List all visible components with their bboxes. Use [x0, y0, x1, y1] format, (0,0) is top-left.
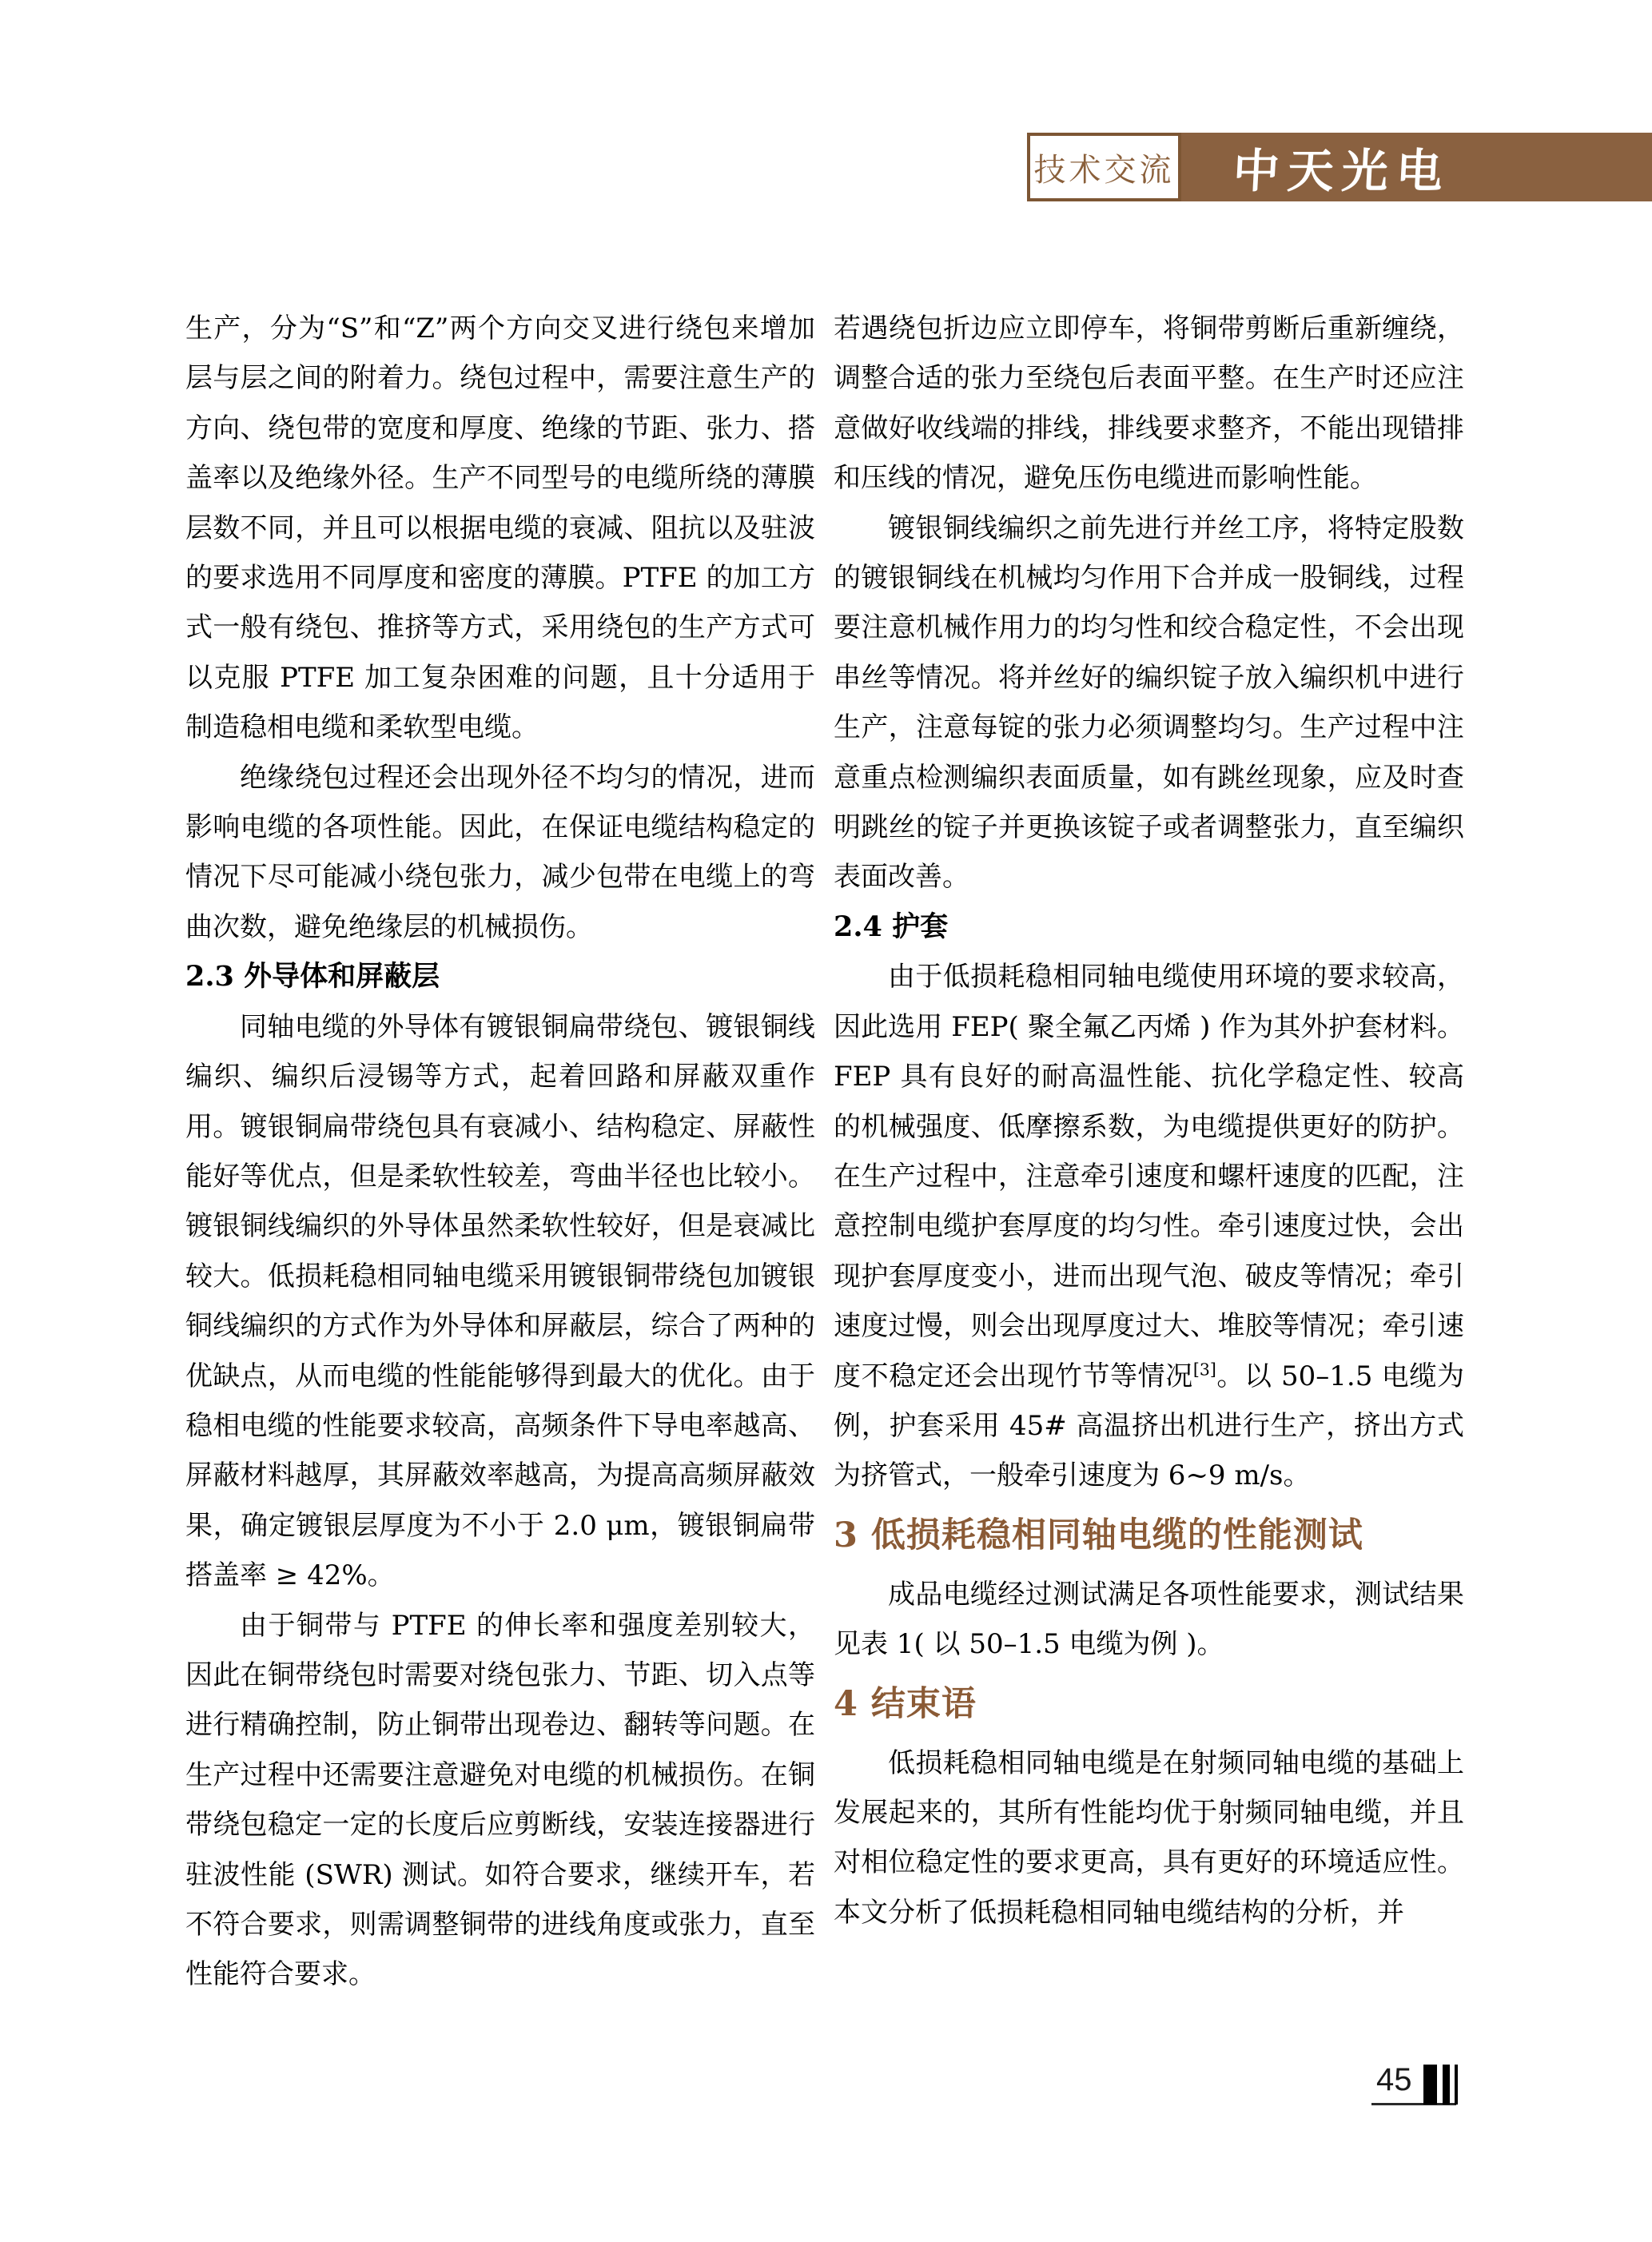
subsection-heading: 2.3 外导体和屏蔽层	[185, 960, 440, 994]
header-band	[1027, 133, 1652, 201]
brand-logo: 中天光电	[1231, 144, 1452, 198]
paragraph: 生产，分为“S”和“Z”两个方向交叉进行绕包来增加层与层之间的附着力。绕包过程中，需要注意生产的方向、绕包带的宽度和厚度、绝缘的节距、张力、搭盖率以及绝缘外径。生产不同型号的电缆所绕的薄膜层数不同，并且可以根据电缆的衰减、阻抗以及驻波的要求选用不同厚度和密度的薄膜。PTFE 的加工方式一般有绕包、推挤等方式，采用绕包的生产方式可以克服 PTFE 加工复杂困难的问题，且十分适用于制造稳相电缆和柔软型电缆。	[185, 313, 815, 744]
paragraph: 低损耗稳相同轴电缆是在射频同轴电缆的基础上发展起来的，其所有性能均优于射频同轴电缆，并且对相位稳定性的要求更高，具有更好的环境适应性。本文分析了低损耗稳相同轴电缆结构的分析，并	[834, 1746, 1464, 1929]
paragraph: 镀银铜线编织之前先进行并丝工序，将特定股数的镀银铜线在机械均匀作用下合并成一股铜线，过程要注意机械作用力的均匀性和绞合稳定性，不会出现串丝等情况。将并丝好的编织锭子放入编织机中进行生产，注意每锭的张力必须调整均匀。生产过程中注意重点检测编织表面质量，如有跳丝现象，应及时查明跳丝的锭子并更换该锭子或者调整张力，直至编织表面改善。	[834, 512, 1464, 894]
section-heading: 3 低损耗稳相同轴电缆的性能测试	[834, 1515, 1363, 1555]
category-label: 技术交流	[1033, 152, 1175, 188]
tab-bar	[1423, 2065, 1437, 2105]
right-column	[834, 304, 1464, 1937]
paragraph: 绝缘绕包过程还会出现外径不均匀的情况，进而影响电缆的各项性能。因此，在保证电缆结构稳定的情况下尽可能减小绕包张力，减少包带在电缆上的弯曲次数，避免绝缘层的机械损伤。	[185, 761, 815, 943]
citation-ref: [3]	[1192, 1360, 1216, 1380]
paragraph: 同轴电缆的外导体有镀银铜扁带绕包、镀银铜线编织、编织后浸锡等方式，起着回路和屏蔽双重作用。镀银铜扁带绕包具有衰减小、结构稳定、屏蔽性能好等优点，但是柔软性较差，弯曲半径也比较小。镀银铜线编织的外导体虽然柔软性较好，但是衰减比较大。低损耗稳相同轴电缆采用镀银铜带绕包加镀银铜线编织的方式作为外导体和屏蔽层，综合了两种的优缺点，从而电缆的性能能够得到最大的优化。由于稳相电缆的性能要求较高，高频条件下导电率越高、屏蔽材料越厚，其屏蔽效率越高，为提高高频屏蔽效果，确定镀银层厚度为不小于 2.0 μm，镀银铜扁带搭盖率 ≥ 42%。	[185, 1010, 815, 1592]
page-number: 45	[1376, 2062, 1412, 2097]
tab-bar	[1455, 2065, 1458, 2105]
category-box	[1027, 133, 1181, 201]
tab-bar	[1443, 2065, 1450, 2105]
paragraph: 成品电缆经过测试满足各项性能要求，测试结果见表 1( 以 50–1.5 电缆为例 )。	[834, 1578, 1464, 1661]
section-heading: 4 结束语	[834, 1683, 977, 1724]
subsection-heading: 2.4 护套	[834, 910, 949, 943]
paragraph: 由于低损耗稳相同轴电缆使用环境的要求较高，因此选用 FEP( 聚全氟乙丙烯 ) 作为其外护套材料。FEP 具有良好的耐高温性能、抗化学稳定性、较高的机械强度、低摩擦系数，为电缆提供更好的防护。在生产过程中，注意牵引速度和螺杆速度的匹配，注意控制电缆护套厚度的均匀性。牵引速度过快，会出现护套厚度变小，进而出现气泡、破皮等情况；牵引速度过慢，则会出现厚度过大、堆胶等情况；牵引速度不稳定还会出现竹节等情况[3]。以 50–1.5 电缆为例，护套采用 45# 高温挤出机进行生产，挤出方式为挤管式，一般牵引速度为 6~9 m/s。	[834, 961, 1465, 1492]
paragraph: 由于铜带与 PTFE 的伸长率和强度差别较大，因此在铜带绕包时需要对绕包张力、节距、切入点等进行精确控制，防止铜带出现卷边、翻转等问题。在生产过程中还需要注意避免对电缆的机械损伤。在铜带绕包稳定一定的长度后应剪断线，安装连接器进行驻波性能 (SWR) 测试。如符合要求，继续开车，若不符合要求，则需调整铜带的进线角度或张力，直至性能符合要求。	[185, 1609, 815, 1991]
paragraph: 若遇绕包折边应立即停车，将铜带剪断后重新缠绕，调整合适的张力至绕包后表面平整。在生产时还应注意做好收线端的排线，排线要求整齐，不能出现错排和压线的情况，避免压伤电缆进而影响性能。	[834, 313, 1464, 495]
left-column	[185, 304, 815, 2000]
page-tab-bars	[1423, 2065, 1458, 2105]
